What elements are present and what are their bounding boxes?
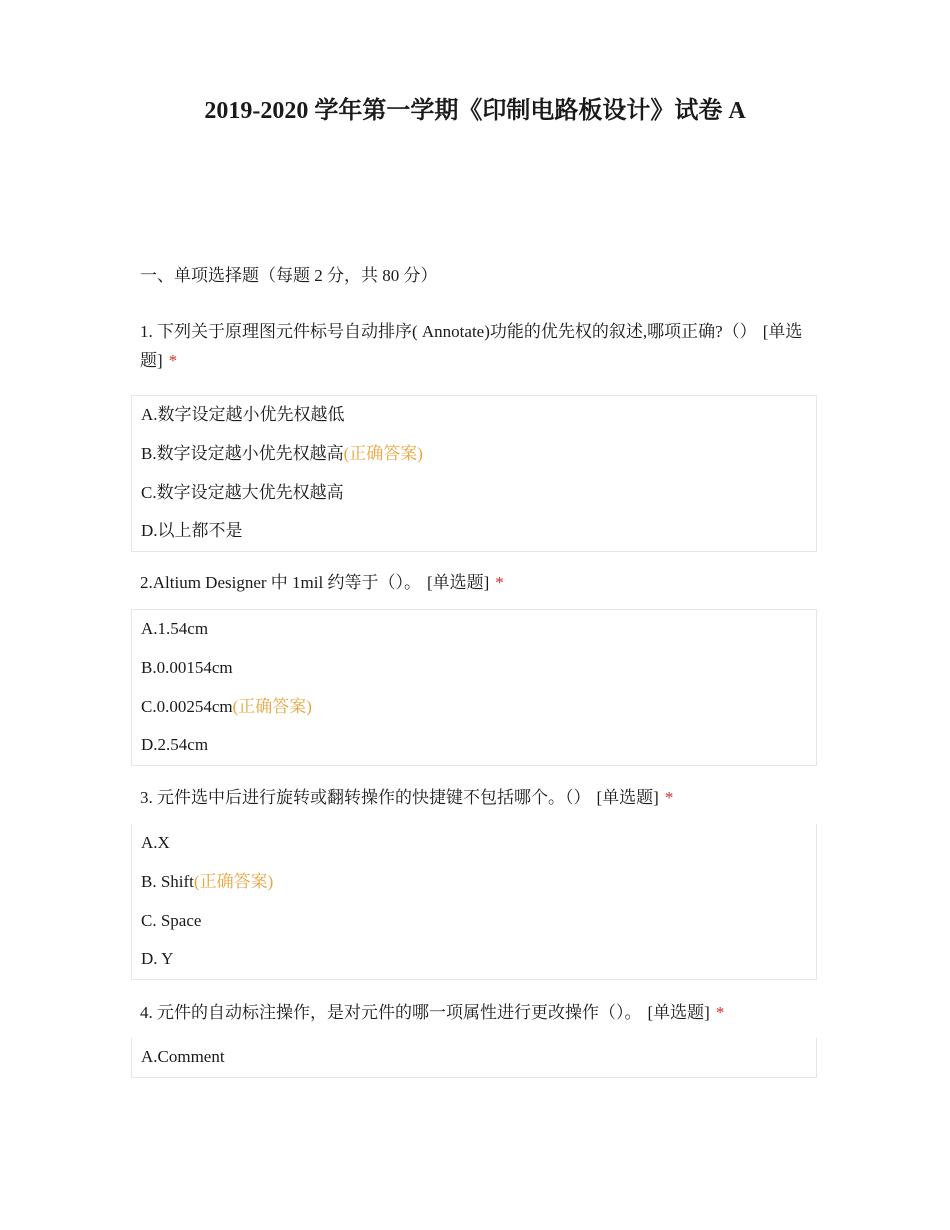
option-c[interactable] (132, 688, 816, 727)
section-heading: 一、单项选择题（每题 2 分，共 80 分） (140, 266, 438, 285)
question-1-text: 1. 下列关于原理图元件标号自动排序( Annotate)功能的优先权的叙述,哪项正确?（） (140, 322, 757, 341)
option-text: C. Space (141, 910, 202, 930)
option-b[interactable] (132, 435, 816, 474)
option-text: A.1.54cm (141, 619, 209, 638)
required-mark: * (495, 573, 504, 592)
question-1 (140, 317, 820, 375)
option-a[interactable] (132, 610, 816, 649)
option-text: A.X (141, 833, 170, 852)
question-type-tag: [单选题] (426, 573, 490, 592)
question-4-text: 4. 元件的自动标注操作，是对元件的哪一项属性进行更改操作（）。 (140, 1003, 642, 1022)
option-a[interactable] (132, 824, 816, 863)
option-text: C.数字设定越大优先权越高 (141, 482, 344, 502)
question-1-options (131, 395, 817, 552)
question-type-tag: [单选题] (596, 788, 659, 807)
question-type-tag: [单选题] (647, 1003, 710, 1022)
question-3 (140, 783, 820, 812)
correct-answer-note: (正确答案) (343, 443, 423, 463)
option-d[interactable] (132, 512, 816, 551)
option-text: B.0.00154cm (141, 657, 233, 677)
option-b[interactable] (132, 649, 816, 688)
correct-answer-note: (正确答案) (232, 696, 312, 716)
option-text: D.以上都不是 (141, 521, 243, 541)
option-d[interactable] (132, 940, 816, 979)
question-type-tag: [单选题] (140, 322, 803, 370)
required-mark: * (715, 1003, 725, 1022)
question-4-options (131, 1038, 817, 1078)
exam-title: 2019-2020 学年第一学期《印制电路板设计》试卷 A (204, 98, 746, 124)
option-text: D. Y (141, 949, 174, 969)
required-mark: * (168, 351, 178, 370)
option-c[interactable] (132, 474, 816, 513)
option-text: B.数字设定越小优先权越高 (141, 443, 344, 463)
question-2 (140, 568, 820, 597)
question-4 (140, 998, 820, 1027)
question-2-options (131, 609, 817, 766)
option-d[interactable] (132, 726, 816, 765)
option-a[interactable] (132, 396, 816, 435)
option-c[interactable] (132, 902, 816, 941)
option-text: A.数字设定越小优先权越低 (141, 405, 345, 424)
option-text: A.Comment (141, 1047, 225, 1066)
correct-answer-note: (正确答案) (193, 871, 274, 891)
question-2-text: 2.Altium Designer 中 1mil 约等于（）。 (140, 573, 421, 592)
question-3-options (131, 824, 817, 980)
required-mark: * (664, 788, 674, 807)
question-3-text: 3. 元件选中后进行旋转或翻转操作的快捷键不包括哪个。（） (140, 788, 591, 807)
option-b[interactable] (132, 863, 816, 902)
option-text: B. Shift (141, 871, 194, 891)
option-a[interactable] (132, 1038, 816, 1077)
option-text: C.0.00254cm (141, 696, 233, 716)
option-text: D.2.54cm (141, 735, 209, 755)
